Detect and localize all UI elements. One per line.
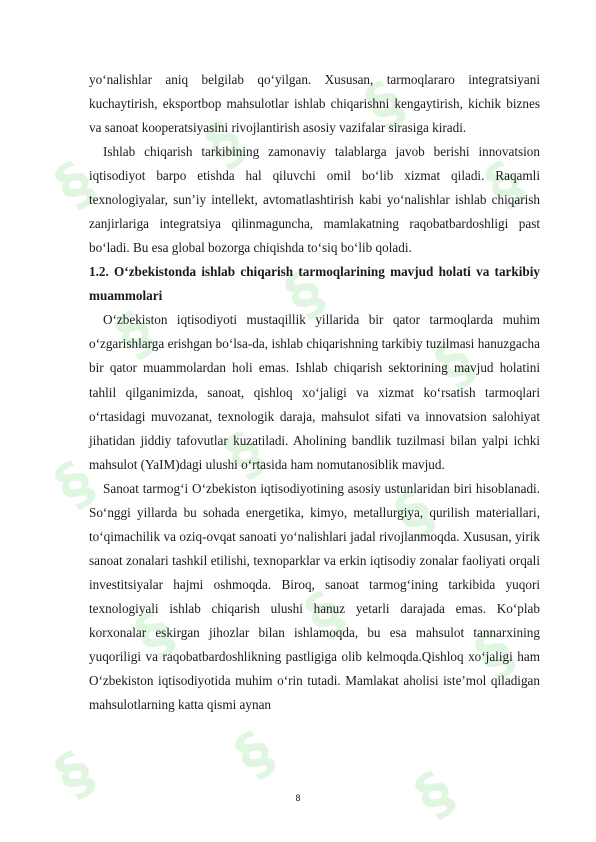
paragraph-2: Ishlab chiqarish tarkibining zamonaviy talablarga javob berishi innovatsion iqtisodiyot barpo etishda hal qiluvchi omil bo‘lib xizmat qiladi. Raqamli texnologiyalar, sun’iy intellekt, avtomatlashtirish kabi yo‘nalishlar ishlab chiqarish zanjirlariga integratsiya qilinmaguncha, mamlakatning raqobatbardoshligi past bo‘ladi. Bu esa global bozorga chiqishda to‘siq bo‘lib qoladi. xyxy=(89,144,540,256)
page-body xyxy=(89,68,540,717)
paragraph-1: yo‘nalishlar aniq belgilab qo‘yilgan. Xususan, tarmoqlararo integratsiyani kuchaytirish, eksportbop mahsulotlar ishlab chiqarishni kengaytirish, kichik biznes va sanoat kooperatsiyasini rivojlantirish asosiy vazifalar sirasiga kiradi. xyxy=(89,72,540,136)
watermark-mark: § xyxy=(353,67,416,141)
watermark-mark: § xyxy=(213,417,276,491)
watermark-mark: § xyxy=(473,147,536,221)
watermark-mark: § xyxy=(383,477,446,551)
watermark-mark: § xyxy=(403,757,466,831)
watermark-mark: § xyxy=(423,327,486,401)
watermark-mark: § xyxy=(43,737,106,811)
watermark-mark: § xyxy=(123,597,186,671)
watermark-mark: § xyxy=(273,257,336,331)
page-number: 8 xyxy=(295,793,301,803)
paragraph-3: O‘zbekiston iqtisodiyoti mustaqillik yillarida bir qator tarmoqlarda muhim o‘zgarishlarga erishgan bo‘lsa-da, ishlab chiqarishning tarkibiy tuzilmasi hanuzgacha bir qator muammolardan holi emas. Ishlab chiqarish sektorining mavjud holatini tahlil qilganimizda, sanoat, qishloq xo‘jaligi va xizmat ko‘rsatish tarmoqlari o‘rtasidagi muvozanat, texnologik daraja, mahsulot sifati va innovatsion salohiyat jihatidan jiddiy tafovutlar kuzatiladi. Aholining bandlik tuzilmasi bilan yalpi ichki mahsulot (YaIM)dagi ulushi o‘rtasida ham nomutanosiblik mavjud. xyxy=(89,312,540,472)
paragraph-4: Sanoat tarmog‘i O‘zbekiston iqtisodiyotining asosiy ustunlaridan biri hisoblanadi. So‘nggi yillarda bu sohada energetika, kimyo, metallurgiya, qurilish materiallari, to‘qimachilik va oziq-ovqat sanoati yo‘nalishlari jadal rivojlanmoqda. Xususan, yirik sanoat zonalari tashkil etilishi, texnoparklar va erkin iqtisodiy zonalar faoliyati orqali investitsiyalar hajmi oshmoqda. Biroq, sanoat tarmog‘ining tarkibida yuqori texnologiyali ishlab chiqarish ulushi hanuz yetarli darajada emas. Ko‘plab korxonalar eskirgan jihozlar bilan ishlamoqda, bu esa mahsulot tannarxining yuqoriligi va raqobatbardoshlikning pastligiga olib kelmoqda.Qishloq xo‘jaligi ham O‘zbekiston iqtisodiyotida muhim o‘rin tutadi. Mamlakat aholisi iste’mol qiladigan mahsulotlarning katta qismi aynan xyxy=(89,480,540,713)
watermark-mark: § xyxy=(43,147,106,221)
watermark-mark: § xyxy=(103,297,166,371)
watermark-mark: § xyxy=(463,617,526,691)
watermark-mark: § xyxy=(223,717,286,791)
watermark-mark: § xyxy=(193,107,256,181)
section-heading: 1.2. O‘zbekistonda ishlab chiqarish tarmoqlarining mavjud holati va tarkibiy muammolari xyxy=(89,264,540,304)
watermark-mark: § xyxy=(43,447,106,521)
watermark-mark: § xyxy=(293,577,356,651)
